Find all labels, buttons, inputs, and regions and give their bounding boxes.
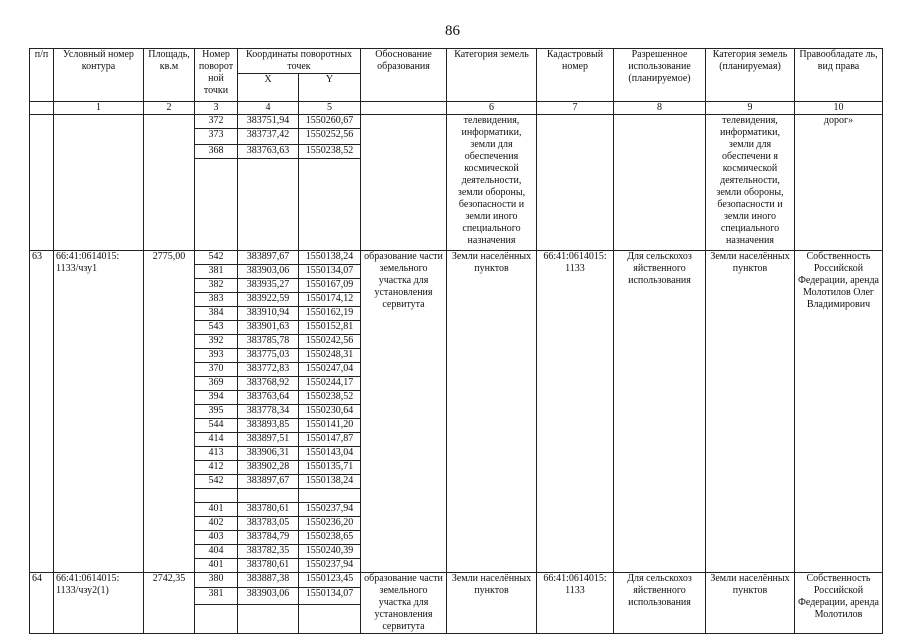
land-register-table	[29, 48, 883, 634]
record-area: 2742,35	[144, 573, 195, 634]
cont-use	[614, 115, 706, 251]
colnum-empty	[30, 102, 54, 115]
header-area: Площадь, кв.м	[144, 49, 195, 102]
point-y	[299, 159, 361, 251]
point-y: 1550238,52	[299, 391, 361, 405]
point-y: 1550138,24	[299, 475, 361, 489]
point-y: 1550174,12	[299, 293, 361, 307]
point-y: 1550247,04	[299, 363, 361, 377]
colnum-10: 10	[795, 102, 883, 115]
colnum-empty	[361, 102, 447, 115]
header-pp: п/п	[30, 49, 54, 102]
point-y: 1550141,20	[299, 419, 361, 433]
point-x: 383751,94	[238, 115, 299, 129]
point-y: 1550162,19	[299, 307, 361, 321]
point-number: 383	[195, 293, 238, 307]
record-contour: 66:41:0614015: 1133/чзу2(1)	[54, 573, 144, 634]
point-number: 413	[195, 447, 238, 461]
point-x: 383910,94	[238, 307, 299, 321]
point-x: 383922,59	[238, 293, 299, 307]
point-y	[299, 489, 361, 503]
point-y: 1550252,56	[299, 129, 361, 145]
point-x: 383903,06	[238, 587, 299, 604]
point-number: 542	[195, 251, 238, 265]
header-category-planned: Категория земель (планируемая)	[706, 49, 795, 102]
point-number: 369	[195, 377, 238, 391]
record-owner: Собственность Российской Федерации, аренда Молотилов	[795, 573, 883, 634]
point-number	[195, 489, 238, 503]
colnum-8: 8	[614, 102, 706, 115]
point-y: 1550238,65	[299, 531, 361, 545]
cont-owner: дорог»	[795, 115, 883, 251]
point-y: 1550152,81	[299, 321, 361, 335]
point-number: 404	[195, 545, 238, 559]
colnum-6: 6	[447, 102, 537, 115]
point-y: 1550138,24	[299, 251, 361, 265]
page-number: 86	[445, 23, 460, 39]
point-number: 382	[195, 279, 238, 293]
colnum-9: 9	[706, 102, 795, 115]
colnum-1: 1	[54, 102, 144, 115]
point-x: 383783,05	[238, 517, 299, 531]
point-number: 395	[195, 405, 238, 419]
point-y: 1550240,39	[299, 545, 361, 559]
record-land-category: Земли населённых пунктов	[447, 251, 537, 573]
point-number	[195, 159, 238, 251]
record-basis: образование части земельного участка для установления сервитута	[361, 573, 447, 634]
header-cadastral: Кадастровый номер	[537, 49, 614, 102]
point-number: 542	[195, 475, 238, 489]
point-number: 370	[195, 363, 238, 377]
point-number: 384	[195, 307, 238, 321]
point-x: 383784,79	[238, 531, 299, 545]
header-y: Y	[299, 74, 361, 102]
point-x: 383780,61	[238, 559, 299, 573]
point-number: 403	[195, 531, 238, 545]
colnum-3: 3	[195, 102, 238, 115]
point-x: 383897,67	[238, 251, 299, 265]
record-pp: 63	[30, 251, 54, 573]
point-x: 383903,06	[238, 265, 299, 279]
record-use: Для сельскохоз яйственного использования	[614, 573, 706, 634]
point-y: 1550244,17	[299, 377, 361, 391]
colnum-7: 7	[537, 102, 614, 115]
point-x: 383897,67	[238, 475, 299, 489]
record-use: Для сельскохоз яйственного использования	[614, 251, 706, 573]
cont-contour	[54, 115, 144, 251]
point-number: 368	[195, 145, 238, 159]
header-land-category: Категория земель	[447, 49, 537, 102]
point-y: 1550230,64	[299, 405, 361, 419]
point-x	[238, 489, 299, 503]
point-x	[238, 159, 299, 251]
point-x: 383906,31	[238, 447, 299, 461]
record-land-category: Земли населённых пунктов	[447, 573, 537, 634]
point-x: 383902,28	[238, 461, 299, 475]
cont-pp	[30, 115, 54, 251]
record-pp: 64	[30, 573, 54, 634]
point-number: 380	[195, 573, 238, 588]
header-owner: Правообладате ль, вид права	[795, 49, 883, 102]
record-cadastral: 66:41:0614015: 1133	[537, 573, 614, 634]
point-x: 383778,34	[238, 405, 299, 419]
header-contour: Условный номер контура	[54, 49, 144, 102]
point-number: 394	[195, 391, 238, 405]
header-basis: Обоснование образования	[361, 49, 447, 102]
cont-area	[144, 115, 195, 251]
point-number: 381	[195, 587, 238, 604]
point-number: 412	[195, 461, 238, 475]
cont-basis	[361, 115, 447, 251]
point-x: 383897,51	[238, 433, 299, 447]
point-x: 383737,42	[238, 129, 299, 145]
colnum-2: 2	[144, 102, 195, 115]
point-number	[195, 604, 238, 633]
point-number: 392	[195, 335, 238, 349]
point-y: 1550260,67	[299, 115, 361, 129]
cont-land-category: телевидения, информатики, земли для обеспечения космической деятельности, земли обороны, безопасности и земли иного специального назначения	[447, 115, 537, 251]
record-area: 2775,00	[144, 251, 195, 573]
record-category-planned: Земли населённых пунктов	[706, 251, 795, 573]
point-x: 383782,35	[238, 545, 299, 559]
point-y: 1550143,04	[299, 447, 361, 461]
point-x	[238, 604, 299, 633]
point-y: 1550236,20	[299, 517, 361, 531]
point-number: 402	[195, 517, 238, 531]
point-y: 1550238,52	[299, 145, 361, 159]
point-x: 383935,27	[238, 279, 299, 293]
header-use: Разрешенное использование (планируемое)	[614, 49, 706, 102]
record-contour: 66:41:0614015: 1133/чзу1	[54, 251, 144, 573]
record-basis: образование части земельного участка для установления сервитута	[361, 251, 447, 573]
header-point-no: Номер поворот ной точки	[195, 49, 238, 102]
point-x: 383893,85	[238, 419, 299, 433]
point-y	[299, 604, 361, 633]
point-number: 393	[195, 349, 238, 363]
point-y: 1550237,94	[299, 559, 361, 573]
record-owner: Собственность Российской Федерации, аренда Молотилов Олег Владимирович	[795, 251, 883, 573]
point-y: 1550135,71	[299, 461, 361, 475]
point-x: 383772,83	[238, 363, 299, 377]
point-x: 383887,38	[238, 573, 299, 588]
point-number: 414	[195, 433, 238, 447]
point-x: 383763,64	[238, 391, 299, 405]
record-cadastral: 66:41:0614015: 1133	[537, 251, 614, 573]
point-y: 1550237,94	[299, 503, 361, 517]
point-y: 1550123,45	[299, 573, 361, 588]
point-number: 544	[195, 419, 238, 433]
point-y: 1550134,07	[299, 587, 361, 604]
colnum-4: 4	[238, 102, 299, 115]
point-x: 383775,03	[238, 349, 299, 363]
point-x: 383780,61	[238, 503, 299, 517]
point-x: 383768,92	[238, 377, 299, 391]
point-number: 401	[195, 503, 238, 517]
point-x: 383785,78	[238, 335, 299, 349]
point-y: 1550248,31	[299, 349, 361, 363]
point-x: 383763,63	[238, 145, 299, 159]
cont-category-planned: телевидения, информатики, земли для обеспечени я космической деятельности, земли обороны, безопасности и земли иного специального назначения	[706, 115, 795, 251]
colnum-5: 5	[299, 102, 361, 115]
point-y: 1550134,07	[299, 265, 361, 279]
point-number: 381	[195, 265, 238, 279]
point-number: 401	[195, 559, 238, 573]
point-y: 1550167,09	[299, 279, 361, 293]
point-y: 1550147,87	[299, 433, 361, 447]
point-number: 543	[195, 321, 238, 335]
header-coords: Координаты поворотных точек	[238, 49, 361, 74]
record-category-planned: Земли населённых пунктов	[706, 573, 795, 634]
point-number: 372	[195, 115, 238, 129]
point-x: 383901,63	[238, 321, 299, 335]
point-number: 373	[195, 129, 238, 145]
point-y: 1550242,56	[299, 335, 361, 349]
cont-cadastral	[537, 115, 614, 251]
header-x: X	[238, 74, 299, 102]
